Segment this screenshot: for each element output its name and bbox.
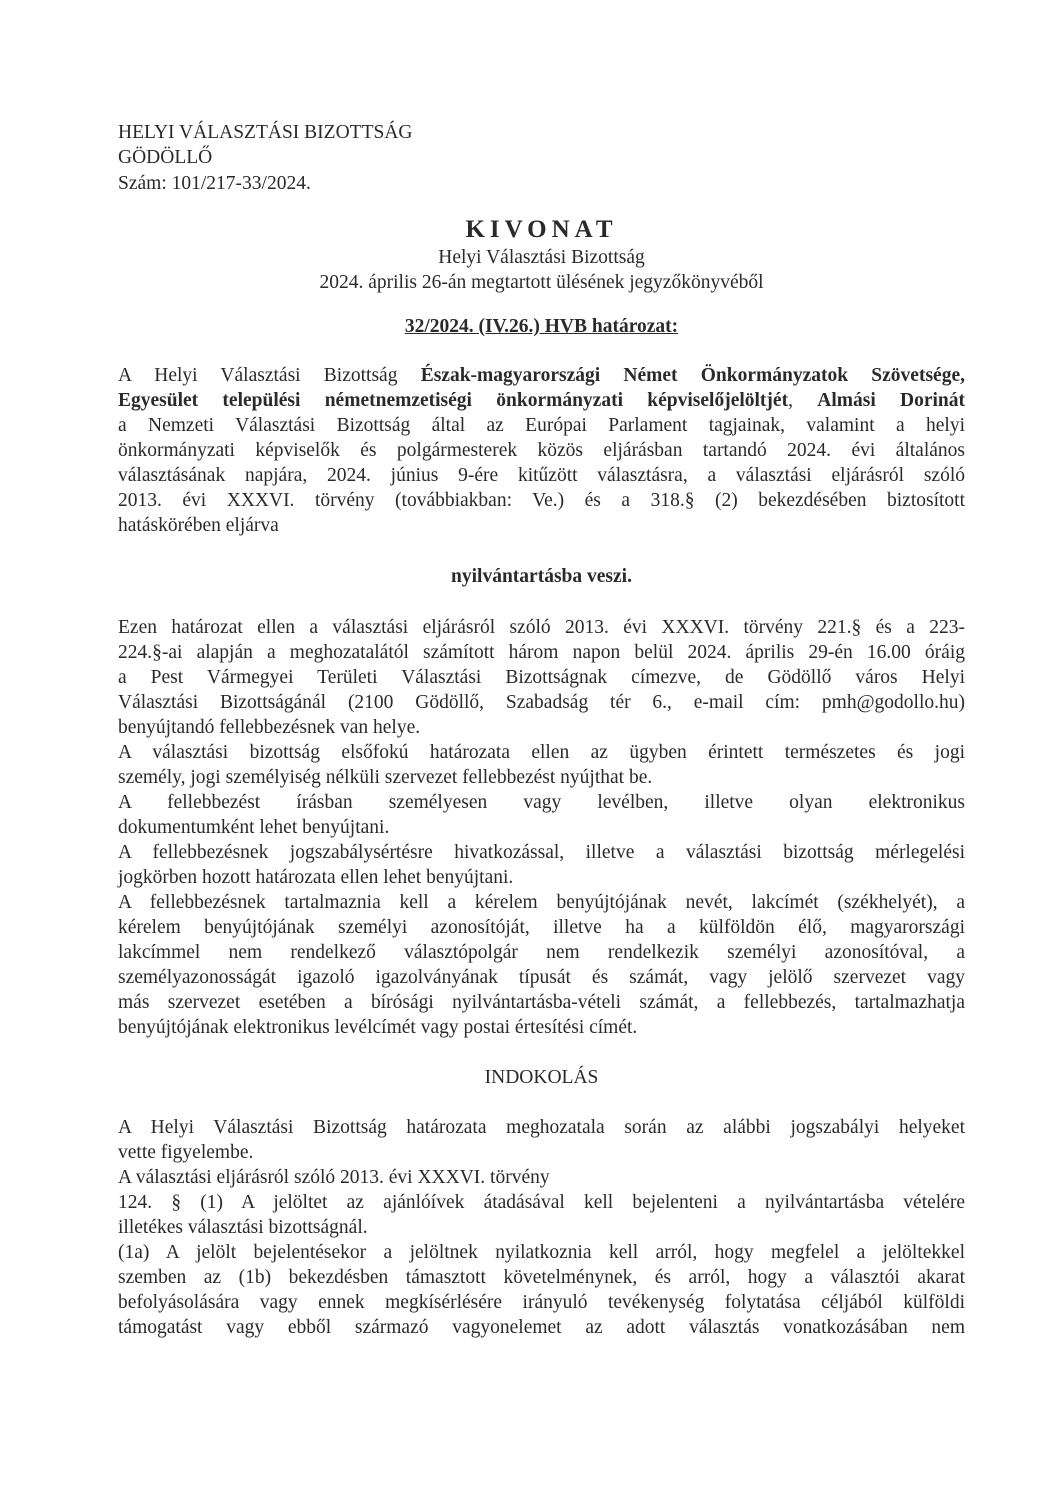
appeal-line: más szervezet esetében a bírósági nyilvántartásba-vételi számát, a fellebbezés, tartalmazhatja: [118, 992, 965, 1013]
appeal-line: Ezen határozat ellen a választási eljárásról szóló 2013. évi XXXVI. törvény 221.§ és a 223-: [118, 617, 965, 638]
reasoning-line: befolyásolására vagy ennek megkísérlésére irányuló tevékenység folytatása céljából külföldi: [118, 1292, 965, 1313]
appeal-line: Választási Bizottságánál (2100 Gödöllő, Szabadság tér 6., e-mail cím: pmh@godollo.hu): [118, 692, 965, 713]
appeal-line: lakcímmel nem rendelkező választópolgár nem rendelkezik személyi azonosítóval, a: [118, 942, 965, 963]
separator: ,: [788, 390, 818, 411]
decision-heading: 32/2024. (IV.26.) HVB határozat:: [404, 316, 679, 337]
appeal-line: személy, jogi személyiség nélküli szervezet fellebbezést nyújthat be.: [118, 767, 653, 788]
reasoning-line: illetékes választási bizottságnál.: [118, 1217, 368, 1238]
reasoning-line: A Helyi Választási Bizottság határozata meghozatala során az alábbi jogszabályi helyeket: [118, 1117, 965, 1138]
appeal-line: benyújtandó fellebbezésnek van helye.: [118, 717, 421, 738]
appeal-line: személyazonosságát igazoló igazolványának típusát és számát, vagy jelölő szervezet vagy: [118, 967, 965, 988]
decision-intro-line-2: [118, 389, 965, 413]
appeal-line: jogkörben hozott határozata ellen lehet benyújtani.: [118, 867, 514, 888]
candidate-role: Egyesület települési németnemzetiségi önkormányzati képviselőjelöltjét: [118, 390, 789, 411]
appeal-line: A fellebbezésnek jogszabálysértésre hivatkozással, illetve a választási bizottság mérlegelési: [118, 842, 965, 863]
decision-intro-line-3: a Nemzeti Választási Bizottság által az Európai Parlament tagjainak, valamint a helyi: [118, 415, 965, 436]
reasoning-line: támogatást vagy ebből származó vagyonelemet az adott választás vonatkozásában nem: [118, 1317, 965, 1338]
decision-operative: nyilvántartásba veszi.: [451, 566, 632, 587]
city-name: GÖDÖLLŐ: [118, 147, 213, 168]
appeal-line: dokumentumként lehet benyújtani.: [118, 817, 390, 838]
appeal-line: A fellebbezést írásban személyesen vagy levélben, illetve olyan elektronikus: [118, 792, 965, 813]
organization-name: Észak-magyarországi Német Önkormányzatok Szövetsége,: [420, 365, 965, 386]
candidate-name: Almási Dorinát: [817, 390, 966, 411]
appeal-line: kérelem benyújtójának személyi azonosítóját, illetve ha a külföldön élő, magyarországi: [118, 917, 965, 938]
reasoning-line: szemben az (1b) bekezdésben támasztott követelménynek, és arról, hogy a választói akarat: [118, 1267, 965, 1288]
reasoning-line: vette figyelembe.: [118, 1142, 254, 1163]
document-number: Szám: 101/217-33/2024.: [118, 173, 311, 194]
intro-text: A Helyi Választási Bizottság: [118, 365, 421, 386]
appeal-line: A választási bizottság elsőfokú határozata ellen az ügyben érintett természetes és jogi: [118, 742, 965, 763]
title-subtitle-meeting: 2024. április 26-án megtartott ülésének jegyzőkönyvéből: [319, 272, 764, 293]
org-name: HELYI VÁLASZTÁSI BIZOTTSÁG: [118, 122, 413, 143]
appeal-line: benyújtójának elektronikus levélcímét vagy postai értesítési címét.: [118, 1017, 638, 1038]
decision-intro-line-6: 2013. évi XXXVI. törvény (továbbiakban: Ve.) és a 318.§ (2) bekezdésében biztosított: [118, 490, 965, 511]
reasoning-line: A választási eljárásról szóló 2013. évi XXXVI. törvény: [118, 1167, 550, 1188]
document-title: KIVONAT: [465, 216, 618, 243]
reasoning-heading: INDOKOLÁS: [484, 1067, 599, 1088]
decision-intro-line-7: hatáskörében eljárva: [118, 515, 279, 536]
reasoning-line: 124. § (1) A jelöltet az ajánlóívek átadásával kell bejelenteni a nyilvántartásba vételére: [118, 1192, 965, 1213]
appeal-line: A fellebbezésnek tartalmaznia kell a kérelem benyújtójának nevét, lakcímét (székhelyét), a: [118, 892, 965, 913]
title-subtitle-committee: Helyi Választási Bizottság: [438, 247, 645, 268]
decision-intro-line-1: [118, 364, 965, 388]
appeal-line: a Pest Vármegyei Területi Választási Bizottságnak címezve, de Gödöllő város Helyi: [118, 667, 965, 688]
decision-intro-line-4: önkormányzati képviselők és polgármesterek közös eljárásban tartandó 2024. évi általános: [118, 440, 965, 461]
decision-intro-line-5: választásának napjára, 2024. június 9-ére kitűzött választásra, a választási eljárásról szóló: [118, 465, 965, 486]
reasoning-line: (1a) A jelölt bejelentésekor a jelöltnek nyilatkoznia kell arról, hogy megfelel a jelöltekkel: [118, 1242, 965, 1263]
appeal-line: 224.§-ai alapján a meghozatalától számított három napon belül 2024. április 29-én 16.00 óráig: [118, 642, 965, 663]
